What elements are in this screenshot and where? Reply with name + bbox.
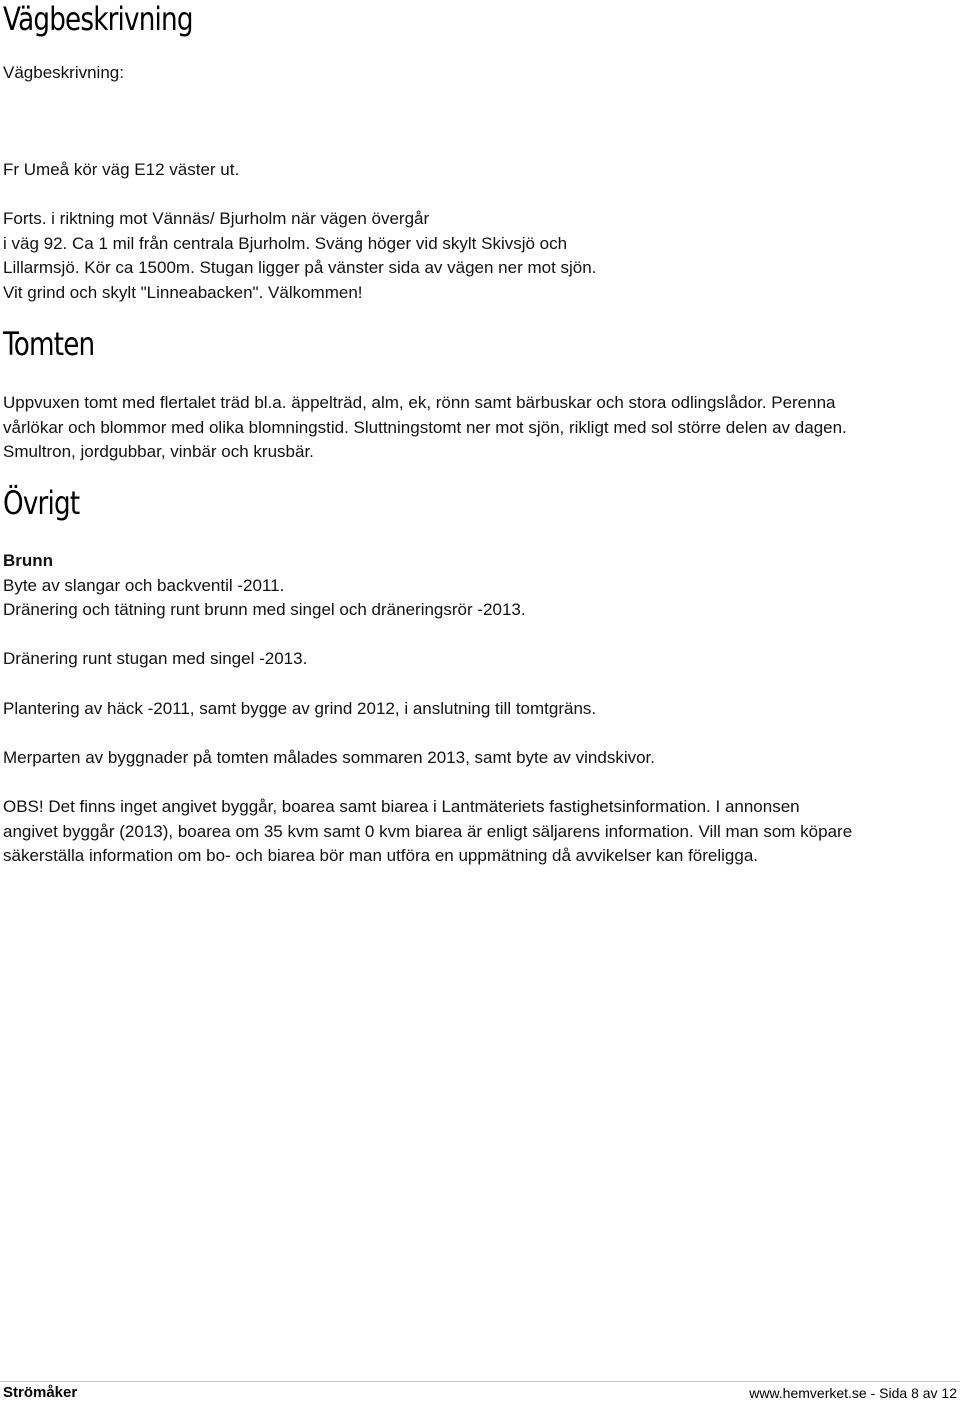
hedge-note: Plantering av häck -2011, samt bygge av grind 2012, i anslutning till tomtgräns. xyxy=(3,699,597,718)
obs-note-line: säkerställa information om bo- och biarea bör man utföra en uppmätning då avvikelser kan föreligga. xyxy=(3,846,759,865)
obs-note-line: angivet byggår (2013), boarea om 35 kvm samt 0 kvm biarea är enligt säljarens information. Vill man som köpare xyxy=(3,821,853,841)
other-heading: Övrigt xyxy=(3,484,80,522)
directions-heading: Vägbeskrivning xyxy=(3,0,193,38)
footer-location: Strömåker xyxy=(3,1384,78,1401)
footer-divider xyxy=(0,1381,960,1382)
well-title: Brunn xyxy=(3,551,54,570)
directions-paragraph-line: i väg 92. Ca 1 mil från centrala Bjurholm. Sväng höger vid skylt Skivsjö och xyxy=(3,233,568,253)
plot-description xyxy=(3,391,958,465)
plot-description-line: Uppvuxen tomt med flertalet träd bl.a. äppelträd, alm, ek, rönn samt bärbuskar och stora odlingslådor. Perenna xyxy=(3,393,836,412)
footer-page-info: www.hemverket.se - Sida 8 av 12 xyxy=(749,1385,957,1401)
painting-note: Merparten av byggnader på tomten målades sommaren 2013, samt byte av vindskivor. xyxy=(3,748,656,767)
directions-label: Vägbeskrivning: xyxy=(3,63,124,82)
plot-description-line: vårlökar och blommor med olika blomningstid. Sluttningstomt ner mot sjön, rikligt med sol större delen av dagen. xyxy=(3,417,847,437)
obs-note xyxy=(3,795,958,869)
directions-paragraph xyxy=(3,207,958,305)
obs-note-line: OBS! Det finns inget angivet byggår, boarea samt biarea i Lantmäteriets fastighetsinformation. I annonsen xyxy=(3,797,800,816)
directions-paragraph-line: Forts. i riktning mot Vännäs/ Bjurholm när vägen övergår xyxy=(3,209,430,228)
directions-paragraph-line: Lillarmsjö. Kör ca 1500m. Stugan ligger på vänster sida av vägen ner mot sjön. xyxy=(3,258,597,277)
directions-paragraph-line: Vit grind och skylt "Linneabacken". Välkommen! xyxy=(3,282,363,302)
plot-description-line: Smultron, jordgubbar, vinbär och krusbär. xyxy=(3,442,314,461)
directions-line: Fr Umeå kör väg E12 väster ut. xyxy=(3,160,240,179)
plot-heading: Tomten xyxy=(3,325,95,363)
drainage-note: Dränering runt stugan med singel -2013. xyxy=(3,649,308,668)
well-line: Dränering och tätning runt brunn med singel och dräneringsrör -2013. xyxy=(3,600,526,619)
well-line: Byte av slangar och backventil -2011. xyxy=(3,576,285,595)
